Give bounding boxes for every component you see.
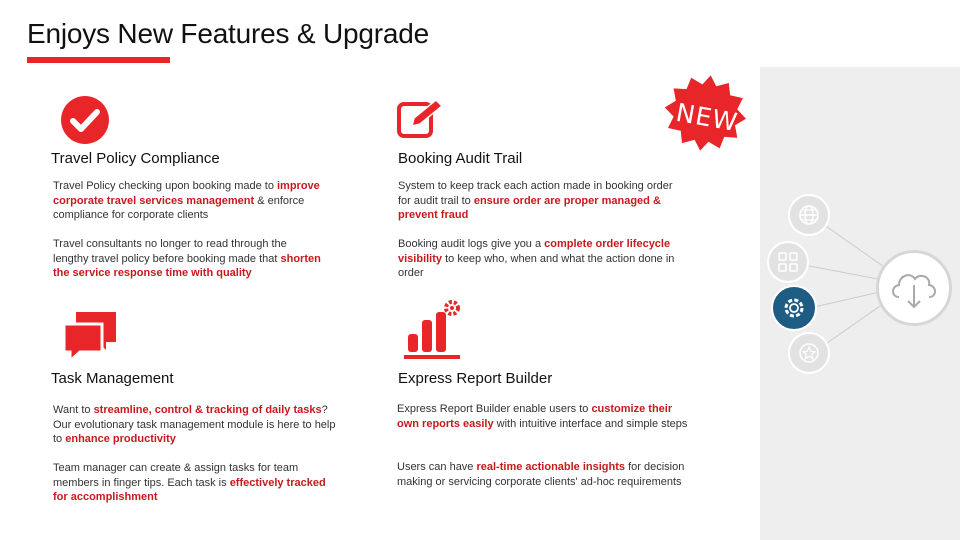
body-text: Team manager can create & assign tasks for team members in finger tips. Each task is [53,462,299,489]
new-badge-text: NEW [673,97,741,138]
highlight-text: complete order lifecycle visibility [398,238,671,265]
body-text: Users can have [397,461,477,473]
feature-title-booking-audit: Booking Audit Trail [398,150,523,167]
body-text: Booking audit logs give you a [398,238,545,250]
feature-paragraph [53,237,323,281]
new-badge [662,73,748,159]
body-text: Travel Policy checking upon booking made to [53,180,277,192]
title-underline [27,57,170,63]
page-title: Enjoys New Features & Upgrade [27,18,429,49]
feature-paragraph [398,179,683,223]
chat-bubbles-icon [62,310,118,367]
body-text: ? Our evolutionary task management module is here to help to [53,404,336,446]
highlight-text: real-time actionable insights [476,461,626,473]
gear-icon[interactable] [771,285,817,331]
highlight-text: customize their own reports easily [397,403,673,430]
body-text: Want to [53,404,94,416]
grid-icon[interactable] [767,241,809,283]
body-text: Express Report Builder enable users to [397,403,592,415]
feature-title-report-builder: Express Report Builder [398,370,553,387]
feature-paragraph [397,402,697,431]
body-text: System to keep track each action made in booking order for audit trail to [398,180,673,207]
cloud-download-icon[interactable] [876,250,952,326]
highlight-text: enhance productivity [65,433,176,446]
globe-icon[interactable] [788,194,830,236]
feature-paragraph [398,237,698,281]
highlight-text: improve corporate travel services management [53,180,320,207]
checkmark-circle-icon [60,95,110,150]
highlight-text: ensure order are proper managed & prevent fraud [398,194,661,222]
body-text: & enforce compliance for corporate clients [53,194,305,222]
body-text: for decision making or servicing corporate clients' ad-hoc requirements [397,461,685,488]
body-text: to keep who, when and what the action done in order [398,252,675,280]
star-icon[interactable] [788,332,830,374]
highlight-text: effectively tracked for accomplishment [53,476,326,504]
edit-pencil-icon [396,98,446,145]
highlight-text: shorten the service response time with quality [53,252,321,280]
feature-paragraph [53,461,333,505]
bar-chart-gear-icon [402,298,462,367]
feature-paragraph [397,460,712,489]
body-text: Travel consultants no longer to read through the lengthy travel policy before booking made that [53,238,287,265]
feature-title-travel-policy: Travel Policy Compliance [51,150,220,167]
body-text: with intuitive interface and simple steps [493,417,688,430]
feature-paragraph [53,179,333,223]
highlight-text: streamline, control & tracking of daily tasks [93,404,322,416]
feature-title-task-management: Task Management [51,370,174,387]
feature-paragraph [53,403,345,447]
